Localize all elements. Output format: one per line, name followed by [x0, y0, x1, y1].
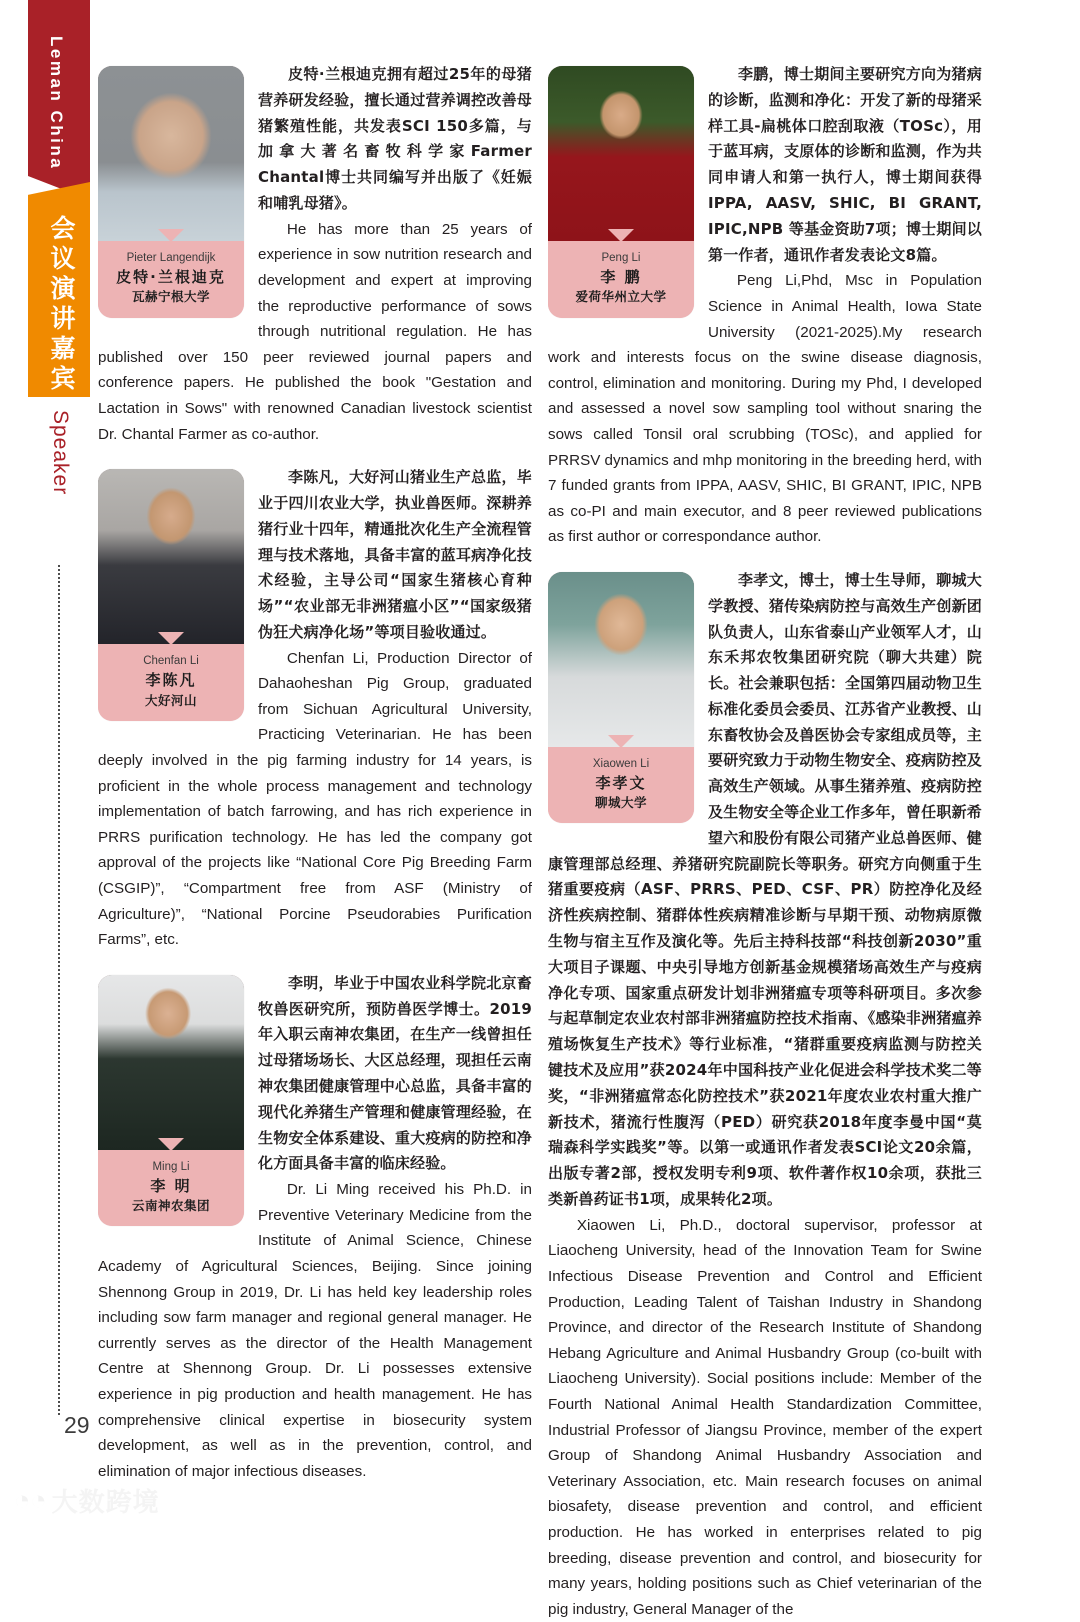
speaker-block-ming-li: [98, 971, 532, 1485]
profile-card: [98, 469, 244, 721]
speaker-photo: [98, 66, 244, 241]
speaker-name-en: Ming Li: [152, 1160, 190, 1173]
vertical-sidebar: [28, 0, 90, 1525]
photo-notch-icon: [158, 1138, 184, 1150]
speaker-photo: [548, 572, 694, 747]
speaker-bio-en: Xiaowen Li, Ph.D., doctoral supervisor, professor at Liaocheng University, head of the Innovation Team for Swine Infectious Disease Prevention and Control and Efficient Production, Leading Talent of Taishan Industry in Shandong Province, and director of the Research Institute of Shandong Hebang Agriculture and Animal Husbandry Group (co-built with Liaocheng University). Social positions include: Member of the Fourth National Animal Health Standardization Committee, Industrial Professor of Jiangsu Province, member of the expert Group of Shandong Animal Husbandry Association and Veterinary Association, etc. Main research focuses on animal biosafety, disease prevention and control, and efficient production. He has worked in enterprises related to pig breeding, disease prevention and control, and biosecurity for many years, holding positions such as Chief veterinarian of the pig industry, General Manager of the: [548, 1216, 982, 1618]
speaker-name-en: Xiaowen Li: [592, 757, 650, 770]
profile-caption: [98, 644, 244, 721]
speaker-photo: [98, 975, 244, 1150]
profile-card: [548, 572, 694, 824]
speaker-bio-cn: 皮特·兰根迪克拥有超过25年的母猪营养研发经验，擅长通过营养调控改善母猪繁殖性能，共发表SCI 150多篇，与加拿大著名畜牧科学家Farmer Chantal博士共同编写并出版了《妊娠和哺乳母猪》。: [258, 65, 532, 212]
speaker-name-en: Chenfan Li: [143, 655, 199, 668]
speaker-name-cn: 李 鹏: [600, 267, 642, 286]
page-number: 29: [64, 1412, 90, 1438]
dotted-divider: [58, 565, 62, 1415]
section-title-en: Speaker: [49, 410, 72, 496]
profile-caption: [548, 747, 694, 824]
footer-watermark: [14, 1482, 160, 1519]
speaker-name-en: Peng Li: [601, 252, 641, 264]
speaker-name-cn: 李陈凡: [145, 670, 197, 689]
speaker-bio-en: Dr. Li Ming received his Ph.D. in Preventive Veterinary Medicine from the Institute of Animal Science, Chinese Academy of Agricultural Sciences, Beijing. Since joining Shennong Group in 2019, Dr. Li has held key leadership roles including sow farm manager and regional general manager. He currently serves as the director of the Health Management Centre at Shennong Group. Dr. Li possesses extensive experience in pig production and health management. He has comprehensive clinical expertise in biosecurity system development, as well as in the prevention, control, and elimination of major infectious diseases.: [98, 1181, 532, 1480]
profile-caption: [98, 241, 244, 318]
speaker-org-cn: 大好河山: [144, 692, 197, 708]
speaker-org-cn: 瓦赫宁根大学: [131, 289, 210, 305]
photo-notch-icon: [608, 229, 634, 241]
speaker-block-pieter-langendijk: [98, 62, 532, 447]
speaker-photo: [98, 469, 244, 644]
speaker-name-cn: 李 明: [150, 1176, 192, 1195]
speaker-bio-en: Chenfan Li, Production Director of Dahaoheshan Pig Group, graduated from Sichuan Agricultural University, Practicing Veterinarian. He has been deeply involved in the pig farming industry for 14 years, is proficient in the whole process management and technology implementation of batch farrowing, and has rich experience in PRRS purification technology. He has led the company got approval of the projects like “National Core Pig Breeding Farm (CSGIP)”, “Compartment free from ASF (Ministry of Agriculture)”, “National Porcine Pseudorabies Purification Farms”, etc.: [98, 649, 532, 949]
profile-card: [98, 66, 244, 318]
speaker-block-peng-li: [548, 62, 982, 550]
speaker-org-cn: 聊城大学: [594, 795, 647, 811]
section-title-cn: 会议演讲嘉宾: [47, 215, 76, 395]
profile-card: [98, 975, 244, 1227]
column-left: [98, 62, 532, 1484]
profile-caption: [548, 241, 694, 318]
speaker-bio-en: Peng Li,Phd, Msc in Population Science in Animal Health, Iowa State University (2021-2025).My research work and interests focus on the swine disease diagnosis, control, elimination and monitoring. During my Phd, I developed and assessed a novel sow sampling tool without snaring the sows called Tonsil oral scrubbing (TOSc), and applied for PRRSV dynamics and mhp monitoring in the breeding herd, with 7 funded grants from IPPA, AASV, SHIC, BI GRANT, IPIC, NPB as co-PI and main executor, and 8 peer reviewed publications as first author or correspondance author.: [548, 272, 982, 546]
speaker-org-cn: 云南神农集团: [131, 1198, 210, 1214]
watermark-label: 大数跨境: [51, 1488, 160, 1518]
photo-notch-icon: [158, 632, 184, 644]
speaker-block-xiaowen-li: [548, 568, 982, 1622]
speaker-name-cn: 李孝文: [595, 773, 647, 792]
watermark-logo-icon: ◔◔: [14, 1485, 47, 1515]
speaker-bio-cn: 李鹏，博士期间主要研究方向为猪病的诊断，监测和净化：开发了新的母猪采样工具-扁桃体口腔刮取液（TOSc），用于蓝耳病，支原体的诊断和监测，作为共同申请人和第一执行人，博士期间获得IPPA, AASV, SHIC, BI GRANT, IPIC,NPB 等基金资助7项；博士期间以第一作者，通讯作者发表论文8篇。: [708, 65, 982, 264]
speaker-name-en: Pieter Langendijk: [126, 252, 216, 264]
column-right: [548, 62, 982, 1622]
speaker-block-chenfan-li: [98, 465, 532, 953]
speaker-bio-cn: 李明，毕业于中国农业科学院北京畜牧兽医研究所，预防兽医学博士。2019 年入职云南神农集团，在生产一线曾担任过母猪场场长、大区总经理，现担任云南神农集团健康管理中心总监，具备丰富的现代化养猪生产管理和健康管理经验，在生物安全体系建设、重大疫病的防控和净化方面具备丰富的临床经验。: [258, 973, 532, 1173]
brand-label: Leman China: [47, 36, 66, 171]
profile-caption: [98, 1150, 244, 1227]
speaker-bio-cn: 李孝文，博士，博士生导师，聊城大学教授、猪传染病防控与高效生产创新团队负责人，山东省泰山产业领军人才，山东禾邦农牧集团研究院（聊大共建）院长。社会兼职包括：全国第四届动物卫生标准化委员会委员、江苏省产业教授、山东畜牧协会及兽医协会专家组成员等，主要研究致力于动物生物安全、疫病防控及高效生产领域。从事生猪养殖、疫病防控及生物安全等企业工作多年，曾任职新希望六和股份有限公司猪产业总兽医师、健康管理部总经理、养猪研究院副院长等职务。研究方向侧重于生猪重要疫病（ASF、PRRS、PED、CSF、PR）防控净化及经济性疾病控制、猪群体性疾病精准诊断与早期干预、动物病原微生物与宿主互作及演化等。先后主持科技部“科技创新2030”重大项目子课题、中央引导地方创新基金规模猪场高效生产与疫病净化专项、国家重点研发计划非洲猪瘟专项等科研项目。多次参与起草制定农业农村部非洲猪瘟防控技术指南、《感染非洲猪瘟养殖场恢复生产技术》等行业标准，“猪群重要疫病监测与防控关键技术及应用”获2024年中国科技产业化促进会科学技术奖二等奖，“非洲猪瘟常态化防控技术”获2021年度农业农村重大推广新技术，猪流行性腹泻（PED）研究获2018年度李曼中国“莫瑞森科学实践奖”等。以第一或通讯作者发表SCI论文20余篇，出版专著2部，授权发明专利9项、软件著作权10余项，获批三类新兽药证书1项，成果转化2项。: [548, 570, 982, 1209]
photo-notch-icon: [158, 229, 184, 241]
speaker-bio-cn: 李陈凡，大好河山猪业生产总监，毕业于四川农业大学，执业兽医师。深耕养猪行业十四年，精通批次化生产全流程管理与技术落地，具备丰富的蓝耳病净化技术经验，主导公司“国家生猪核心育种场”“农业部无非洲猪瘟小区”“国家级猪伪狂犬病净化场”等项目验收通过。: [258, 468, 532, 641]
speaker-photo: [548, 66, 694, 241]
speaker-org-cn: 爱荷华州立大学: [575, 289, 667, 305]
speaker-name-cn: 皮特·兰根迪克: [116, 267, 226, 286]
profile-card: [548, 66, 694, 318]
speaker-bio-en: He has more than 25 years of experience in sow nutrition research and development and expert at improving the reproductive performance of sows through nutritional regulation. He has published over 150 peer reviewed journal papers and conference papers. He published the book "Gestation and Lactation in Sows" with renowned Canadian livestock scientist Dr. Chantal Farmer as co-author.: [98, 220, 532, 443]
photo-notch-icon: [608, 735, 634, 747]
